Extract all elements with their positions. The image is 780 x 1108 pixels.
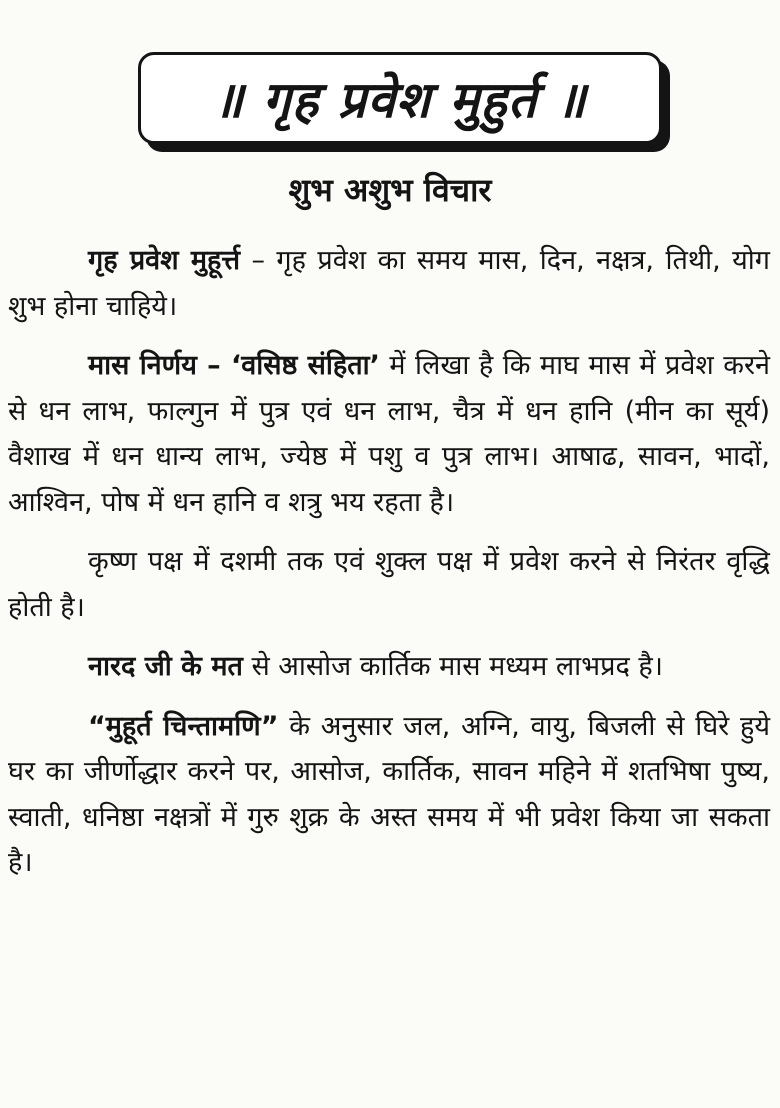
paragraph-narad-mat bbox=[8, 644, 770, 690]
paragraph-text: – गृह प्रवेश का समय मास, दिन, नक्षत्र, तिथी, योग शुभ होना चाहिये। bbox=[8, 245, 770, 322]
paragraph-maas-nirnay bbox=[8, 343, 770, 525]
paragraph-muhurt-chintamani bbox=[8, 704, 770, 886]
paragraph-heading: गृह प्रवेश मुहूर्त्त bbox=[88, 245, 240, 276]
paragraph-heading: “मुहूर्त चिन्तामणि” bbox=[88, 710, 279, 742]
paragraph-krishna-paksh bbox=[8, 539, 770, 630]
body-text bbox=[8, 238, 770, 900]
subtitle: शुभ अशुभ विचार bbox=[288, 171, 492, 209]
title-banner bbox=[138, 52, 662, 144]
paragraph-text: से आसोज कार्तिक मास मध्यम लाभप्रद है। bbox=[242, 651, 663, 682]
page-title: ॥ गृह प्रवेश मुहुर्त ॥ bbox=[138, 52, 662, 144]
paragraph-heading: मास निर्णय – ‘वसिष्ठ संहिता’ bbox=[88, 350, 380, 381]
paragraph-griha-pravesh bbox=[8, 238, 770, 329]
paragraph-heading: नारद जी के मत bbox=[88, 651, 243, 682]
paragraph-text: कृष्ण पक्ष में दशमी तक एवं शुक्ल पक्ष में प्रवेश करने से निरंतर वृद्धि होती है। bbox=[8, 546, 770, 623]
paragraph-text: के अनुसार जल, अग्नि, वायु, बिजली से घिरे हुये घर का जीर्णोद्धार करने पर, आसोज, कार्तिक, सावन महिने में शतभिषा पुष्य, स्वाती, धनिष्ठा नक्षत्रों में गुरु शुक्र के अस्त समय में भी प्रवेश किया जा सकता है। bbox=[8, 710, 770, 878]
paragraph-text: में लिखा है कि माघ मास में प्रवेश करने से धन लाभ, फाल्गुन में पुत्र एवं धन लाभ, चैत्र में धन हानि (मीन का सूर्य) वैशाख में धन धान्य लाभ, ज्येष्ठ में पशु व पुत्र लाभ। आषाढ, सावन, भादों, आश्विन, पोष में धन हानि व शत्रु भय रहता है। bbox=[8, 350, 770, 518]
